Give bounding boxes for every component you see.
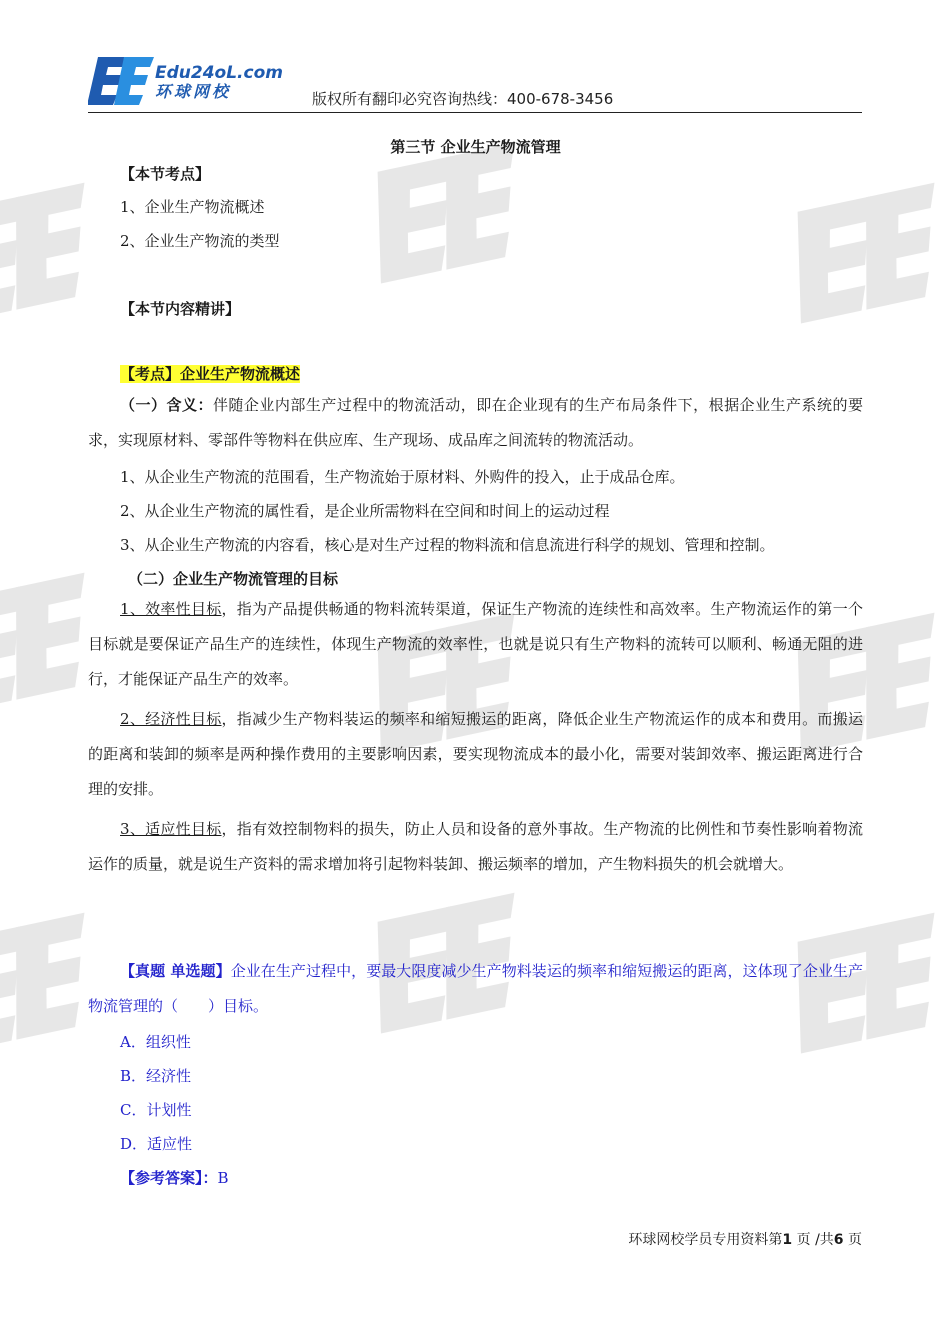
answer-value: B xyxy=(217,1169,229,1187)
definition-paragraph xyxy=(88,388,863,458)
footer-suffix: 页 xyxy=(848,1232,862,1248)
definition-point: 1、从企业生产物流的范围看，生产物流始于原材料、外购件的投入，止于成品仓库。 xyxy=(120,468,685,486)
key-point-item: 1、企业生产物流概述 xyxy=(120,198,265,216)
definition-text: 伴随企业内部生产过程中的物流活动，即在企业现有的生产布局条件下，根据企业生产系统的要求，实现原材料、零部件等物料在供应库、生产现场、成品库之间流转的物流活动。 xyxy=(88,396,863,449)
option-b: B．经济性 xyxy=(120,1067,192,1085)
footer-total-pages: 6 xyxy=(833,1232,844,1248)
goals-heading: （二）企业生产物流管理的目标 xyxy=(128,570,339,588)
goal-text: ，指有效控制物料的损失，防止人员和设备的意外事故。生产物流的比例性和节奏性影响着物流运作的质量，就是说生产资料的需求增加将引起物料装卸、搬运频率的增加，产生物料损失的机会就增大。 xyxy=(88,820,863,873)
section-title: 第三节 企业生产物流管理 xyxy=(390,138,561,156)
header-rule xyxy=(88,112,862,113)
logo-icon xyxy=(88,55,154,111)
key-point-item: 2、企业生产物流的类型 xyxy=(120,232,280,250)
definition-point: 3、从企业生产物流的内容看，核心是对生产过程的物料流和信息流进行科学的规划、管理和控制。 xyxy=(120,536,775,554)
answer-label: 【参考答案】： xyxy=(120,1169,218,1187)
key-points-heading: 【本节考点】 xyxy=(120,165,211,183)
option-c: C．计划性 xyxy=(120,1101,192,1119)
logo-cn: 环球网校 xyxy=(155,82,232,101)
goal-paragraph xyxy=(88,812,863,882)
definition-label: （一）含义： xyxy=(120,396,213,414)
option-a: A．组织性 xyxy=(120,1033,191,1051)
goal-paragraph xyxy=(88,592,863,697)
footer-mid: 页 /共 xyxy=(796,1232,834,1248)
goal-label: 1、效率性目标 xyxy=(120,600,222,618)
logo-text xyxy=(155,64,283,102)
logo-en: Edu24oL.com xyxy=(155,63,283,83)
question-paragraph xyxy=(88,954,863,1024)
goal-label: 2、经济性目标 xyxy=(120,710,222,728)
definition-point: 2、从企业生产物流的属性看，是企业所需物料在空间和时间上的运动过程 xyxy=(120,502,610,520)
watermark-logo xyxy=(356,98,714,333)
watermark-logo xyxy=(776,138,950,373)
kaodian-highlight: 【考点】企业生产物流概述 xyxy=(120,365,301,383)
question-text: 企业在生产过程中，要最大限度减少生产物料装运的频率和缩短搬运的距离，这体现了企业生产物流管理的（ ）目标。 xyxy=(88,962,863,1015)
answer-line xyxy=(120,1167,229,1188)
copyright-text: 版权所有翻印必究咨询热线：400-678-3456 xyxy=(312,90,614,108)
goal-text: ，指减少生产物料装运的频率和缩短搬运的距离，降低企业生产物流运作的成本和费用。而搬运的距离和装卸的频率是两种操作费用的主要影响因素，要实现物流成本的最小化，需要对装卸效率、搬运距离进行合理的安排。 xyxy=(88,710,863,798)
goal-text: ，指为产品提供畅通的物料流转渠道，保证生产物流的连续性和高效率。生产物流运作的第一个目标就是要保证产品生产的连续性，体现生产物流的效率性，也就是说只有生产物料的流转可以顺利、畅通无阻的进行，才能保证产品生产的效率。 xyxy=(88,600,863,688)
footer-page-number: 1 xyxy=(782,1232,793,1248)
page-footer xyxy=(628,1229,862,1249)
question-label: 【真题 单选题】 xyxy=(120,962,231,980)
goal-label: 3、适应性目标 xyxy=(120,820,222,838)
footer-prefix: 环球网校学员专用资料第 xyxy=(628,1232,783,1248)
option-d: D．适应性 xyxy=(120,1135,193,1153)
goal-paragraph xyxy=(88,702,863,807)
page-header xyxy=(0,0,950,115)
kaodian-label xyxy=(120,363,300,384)
content-heading: 【本节内容精讲】 xyxy=(120,300,241,318)
